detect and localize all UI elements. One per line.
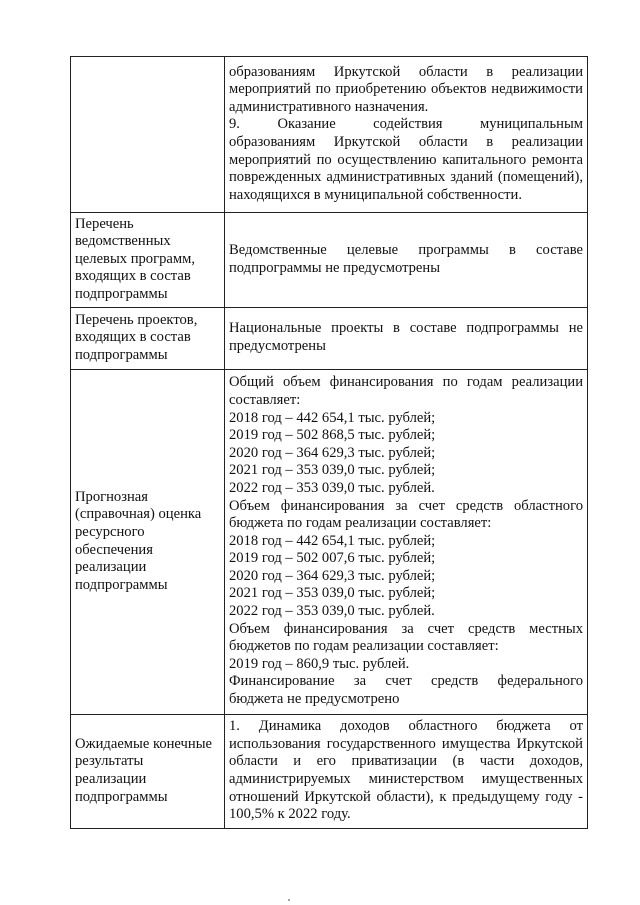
label-line: подпрограммы bbox=[75, 346, 168, 363]
text-line: образованиям Иркутской области в реализации bbox=[229, 63, 583, 80]
label-line: входящих в состав bbox=[75, 329, 191, 346]
text-line: Ведомственные целевые программы в составе bbox=[229, 241, 583, 258]
text-line: подпрограммы не предусмотрены bbox=[229, 259, 441, 276]
row-content-departmental-programs bbox=[225, 213, 588, 308]
text-line: 2021 год – 353 039,0 тыс. рублей; bbox=[229, 585, 436, 602]
text-line: мероприятий по осуществлению капитального ремонта bbox=[229, 151, 583, 168]
row-label-expected-results bbox=[71, 715, 225, 829]
table-row-projects bbox=[71, 308, 588, 370]
text-line: находящихся в муниципальной собственности. bbox=[229, 186, 522, 203]
text-line: Общий объем финансирования по годам реализации bbox=[229, 374, 583, 391]
text-line: бюджета по годам реализации составляет: bbox=[229, 515, 492, 532]
text-line: области и его приватизации (в части доходов, bbox=[229, 753, 583, 770]
text-line: составляет: bbox=[229, 391, 301, 408]
text-line: 2022 год – 353 039,0 тыс. рублей. bbox=[229, 603, 435, 620]
scan-speck bbox=[288, 899, 290, 901]
table-row-expected-results bbox=[71, 715, 588, 829]
text-line: 2020 год – 364 629,3 тыс. рублей; bbox=[229, 567, 436, 584]
label-line: реализации bbox=[75, 771, 147, 787]
label-line: Перечень проектов, bbox=[75, 311, 198, 328]
text-line: административного назначения. bbox=[229, 98, 429, 115]
row-label-departmental-programs bbox=[71, 213, 225, 308]
text-line: 2021 год – 353 039,0 тыс. рублей; bbox=[229, 462, 436, 479]
text-line: Объем финансирования за счет средств местных bbox=[229, 620, 583, 637]
label-line: подпрограммы bbox=[75, 576, 168, 593]
text-line: использования государственного имущества Иркутской bbox=[229, 735, 583, 752]
label-line: ресурсного bbox=[75, 523, 145, 540]
text-line: 1. Динамика доходов областного бюджета от bbox=[229, 718, 583, 735]
text-line: бюджетов по годам реализации составляет: bbox=[229, 638, 499, 655]
row-label-projects bbox=[71, 308, 225, 370]
text-line: поврежденных административных зданий (помещений), bbox=[229, 169, 583, 186]
label-line: обеспечения bbox=[75, 541, 153, 558]
text-line: 2020 год – 364 629,3 тыс. рублей; bbox=[229, 444, 436, 461]
passport-table bbox=[70, 56, 588, 829]
label-line: реализации bbox=[75, 559, 147, 576]
row-content-measures bbox=[225, 57, 588, 213]
row-content-projects bbox=[225, 308, 588, 370]
text-line: 100,5% к 2022 году. bbox=[229, 806, 351, 823]
label-line: целевых программ, bbox=[75, 250, 195, 267]
text-line: 2019 год – 502 007,6 тыс. рублей; bbox=[229, 550, 436, 567]
row-content-expected-results bbox=[225, 715, 588, 829]
label-line: результаты bbox=[75, 753, 144, 770]
text-line: предусмотрены bbox=[229, 338, 326, 354]
text-line: Национальные проекты в составе подпрограммы не bbox=[229, 320, 583, 337]
table-row-departmental-programs bbox=[71, 213, 588, 308]
text-line: отношений Иркутской области), к предыдущему году - bbox=[229, 788, 583, 805]
label-line: Ожидаемые конечные bbox=[75, 735, 212, 752]
text-line: Объем финансирования за счет средств областного bbox=[229, 497, 583, 514]
label-line: Прогнозная bbox=[75, 488, 148, 505]
text-line: образованиям Иркутской области в реализации bbox=[229, 134, 583, 150]
text-line: бюджета не предусмотрено bbox=[229, 691, 400, 708]
text-line: мероприятий по приобретению объектов недвижимости bbox=[229, 81, 583, 98]
label-line: Перечень bbox=[75, 215, 134, 232]
row-label-funding bbox=[71, 370, 225, 715]
text-line: 2019 год – 502 868,5 тыс. рублей; bbox=[229, 427, 436, 444]
text-line: 2019 год – 860,9 тыс. рублей. bbox=[229, 655, 410, 672]
label-line: подпрограммы bbox=[75, 788, 168, 805]
label-line: входящих в состав bbox=[75, 268, 191, 285]
label-line: ведомственных bbox=[75, 233, 171, 250]
label-line: подпрограммы bbox=[75, 285, 168, 302]
text-line: 2018 год – 442 654,1 тыс. рублей; bbox=[229, 409, 436, 426]
table-row-funding bbox=[71, 370, 588, 715]
text-line: 2018 год – 442 654,1 тыс. рублей; bbox=[229, 532, 436, 549]
table-row-measures bbox=[71, 57, 588, 213]
row-content-funding bbox=[225, 370, 588, 715]
row-label-empty bbox=[71, 57, 225, 213]
text-line: администрируемых министерством имущественных bbox=[229, 771, 583, 787]
text-line: 9. Оказание содействия муниципальным bbox=[229, 116, 583, 133]
text-line: Финансирование за счет средств федерального bbox=[229, 673, 583, 690]
label-line: (справочная) оценка bbox=[75, 506, 202, 523]
text-line: 2022 год – 353 039,0 тыс. рублей. bbox=[229, 479, 435, 496]
